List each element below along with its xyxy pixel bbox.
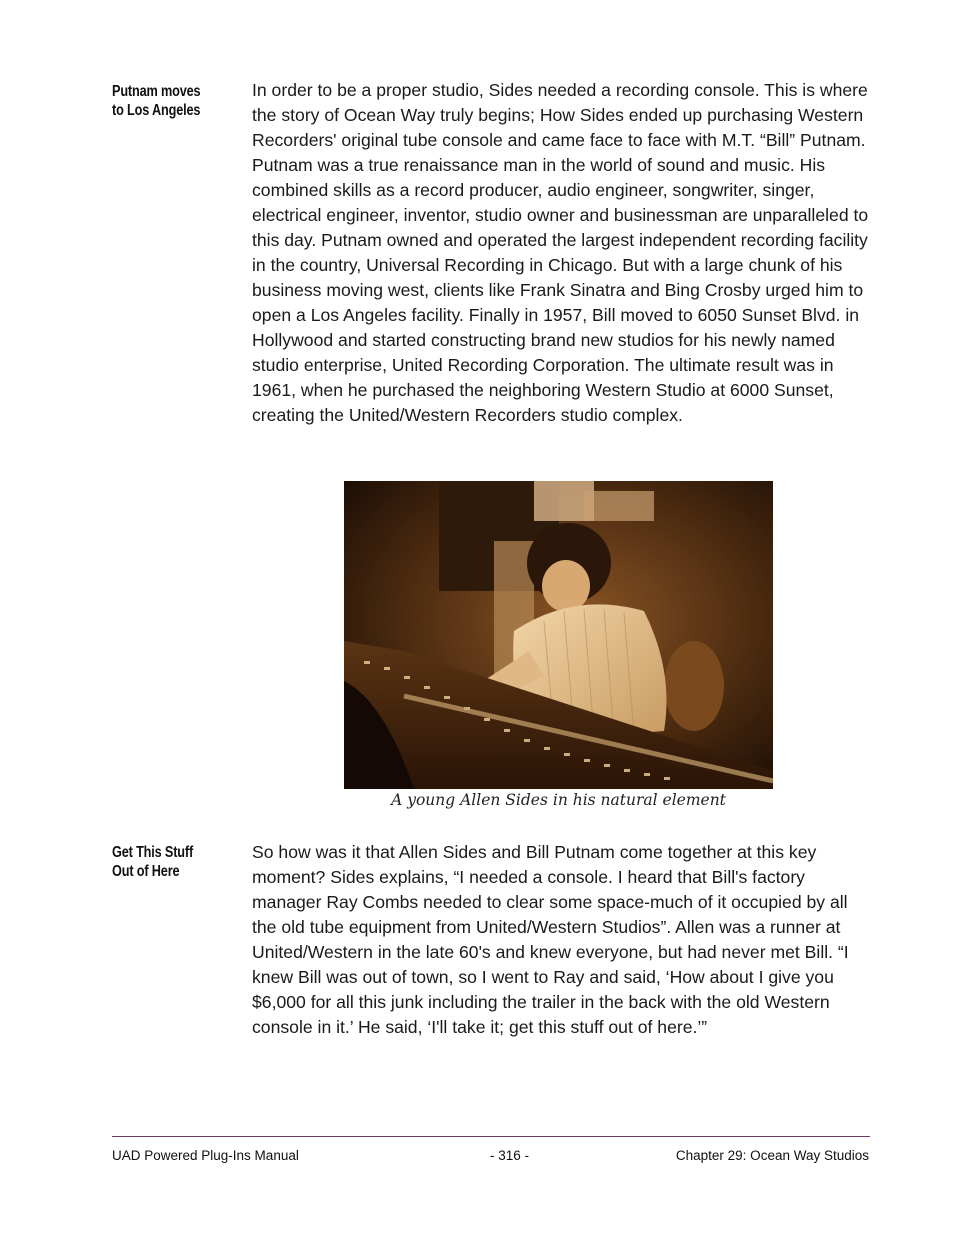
footer-divider [112, 1136, 870, 1137]
section-heading-putnam [112, 82, 219, 120]
section-heading-line: Get This Stuff [112, 844, 194, 861]
footer-manual-title: UAD Powered Plug-Ins Manual [112, 1148, 299, 1163]
section-heading-line: Putnam moves [112, 83, 201, 100]
footer-chapter: Chapter 29: Ocean Way Studios [675, 1148, 869, 1163]
figure-caption: A young Allen Sides in his natural element [391, 791, 726, 809]
footer-page-number: - 316 - [490, 1148, 530, 1163]
section-heading-line: Out of Here [112, 863, 180, 880]
section-body-stuff [252, 840, 870, 1040]
paragraph: In order to be a proper studio, Sides needed a recording console. This is where the story of Ocean Way truly begins; How Sides ended up purchasing Western Recorders' original tube console and came face to face with M.T. “Bill” Putnam. Putnam was a true renaissance man in the world of sound and music. His combined skills as a record producer, audio engineer, songwriter, singer, electrical engineer, inventor, studio owner and businessman are unparalleled to this day. Putnam owned and operated the largest independent recording facility in the country, Universal Recording in Chicago. But with a large chunk of his business moving west, clients like Frank Sinatra and Bing Crosby urged him to open a Los Angeles facility. Finally in 1957, Bill moved to 6050 Sunset Blvd. in Hollywood and started constructing brand new studios for his newly named studio enterprise, United Recording Corporation. The ultimate result was in 1961, when he purchased the neighboring Western Studio at 6000 Sunset, creating the United/Western Recorders studio complex. [252, 80, 869, 425]
section-heading-line: to Los Angeles [112, 102, 201, 119]
paragraph: So how was it that Allen Sides and Bill Putnam come together at this key moment? Sides explains, “I needed a console. I heard that Bill's factory manager Ray Combs needed to clear some space-much of it occupied by all the old tube equipment from United/Western Studios”. Allen was a runner at United/Western in the late 60's and knew everyone, but had never met Bill. “I knew Bill was out of town, so I went to Ray and said, ‘How about I give you $6,000 for all this junk including the trailer in the back with the old Western console in it.’ He said, ‘I'll take it; get this stuff out of here.’” [252, 842, 849, 1037]
section-heading-stuff [112, 843, 219, 881]
photo-allen-sides [344, 481, 773, 789]
section-body-putnam [252, 78, 870, 428]
